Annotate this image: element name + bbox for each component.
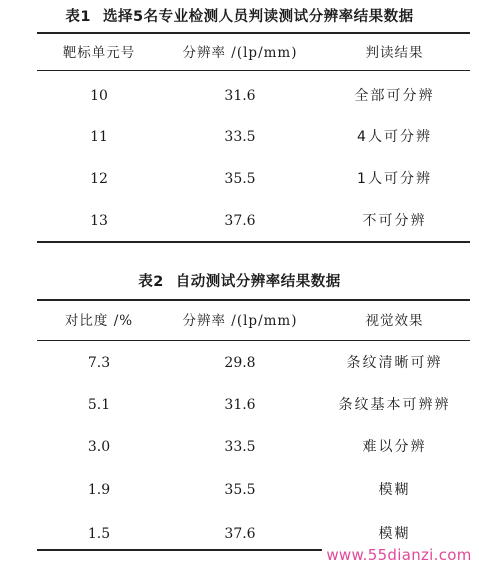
table1-cell-resolution: 35.5 xyxy=(224,171,256,187)
table2-header-resolution: 分辨率 /(lp/mm) xyxy=(182,313,298,329)
table1-caption xyxy=(0,5,479,26)
table2-bottom-rule xyxy=(37,549,323,551)
table2-cell-resolution: 35.5 xyxy=(224,482,256,498)
table1-cell-resolution: 31.6 xyxy=(224,88,256,104)
table2-cell-resolution: 29.8 xyxy=(224,355,256,371)
table-row xyxy=(37,353,470,373)
table1-header-rule xyxy=(37,70,470,71)
table1-header-target-unit: 靶标单元号 xyxy=(62,45,136,61)
table1-cell-unit: 13 xyxy=(90,213,108,229)
table1-cell-resolution: 33.5 xyxy=(224,129,256,145)
table2-top-rule xyxy=(37,299,470,301)
table1-header-row xyxy=(37,43,470,63)
table1-cell-result: 全部可分辨 xyxy=(354,88,435,104)
table1-cell-unit: 11 xyxy=(90,129,108,145)
table-row xyxy=(37,169,470,189)
table2-caption xyxy=(0,270,479,291)
table2-cell-resolution: 33.5 xyxy=(224,439,256,455)
table1-header-resolution: 分辨率 /(lp/mm) xyxy=(182,45,298,61)
table-row xyxy=(37,86,470,106)
table1-cell-result: 不可分辨 xyxy=(362,213,427,229)
table2-cell-visual-effect: 条纹清晰可辨 xyxy=(346,355,443,371)
table2-header-rule xyxy=(37,340,470,341)
table-row xyxy=(37,395,470,415)
table2-cell-visual-effect: 模糊 xyxy=(378,482,411,498)
table1-header-result: 判读结果 xyxy=(365,45,424,61)
table2-cell-visual-effect: 模糊 xyxy=(378,526,411,542)
table2-cell-resolution: 37.6 xyxy=(224,526,256,542)
table2-cell-contrast: 7.3 xyxy=(87,355,111,371)
table2-last-row-clip xyxy=(37,522,470,542)
table1-cell-result: 4人可分辨 xyxy=(357,129,432,145)
table2-header-row xyxy=(37,311,470,331)
table2-cell-contrast: 3.0 xyxy=(87,439,111,455)
table1-bottom-rule xyxy=(37,241,470,243)
table1-cell-unit: 10 xyxy=(90,88,108,104)
table2-cell-visual-effect: 条纹基本可辨辨 xyxy=(338,397,451,413)
table2-cell-contrast: 5.1 xyxy=(87,397,111,413)
table1-cell-resolution: 37.6 xyxy=(224,213,256,229)
table-row xyxy=(37,524,470,542)
table2-header-contrast: 对比度 /% xyxy=(64,313,134,329)
table-row xyxy=(37,437,470,457)
table1-label: 表1 xyxy=(65,9,91,25)
table-row xyxy=(37,211,470,231)
table1-cell-result: 1人可分辨 xyxy=(357,171,432,187)
table2-cell-contrast: 1.5 xyxy=(87,526,111,542)
table2-cell-visual-effect: 难以分辨 xyxy=(362,439,427,455)
site-watermark: www.55dianzi.com xyxy=(322,544,476,566)
table-row xyxy=(37,127,470,147)
table2-label: 表2 xyxy=(138,274,164,290)
table-row xyxy=(37,480,470,500)
table1-title: 选择5名专业检测人员判读测试分辨率结果数据 xyxy=(103,9,414,25)
table1-top-rule xyxy=(37,32,470,34)
table1-cell-unit: 12 xyxy=(90,171,108,187)
table2-title: 自动测试分辨率结果数据 xyxy=(175,274,341,290)
table2-cell-contrast: 1.9 xyxy=(87,482,111,498)
table2-cell-resolution: 31.6 xyxy=(224,397,256,413)
table2-header-visual-effect: 视觉效果 xyxy=(365,313,424,329)
